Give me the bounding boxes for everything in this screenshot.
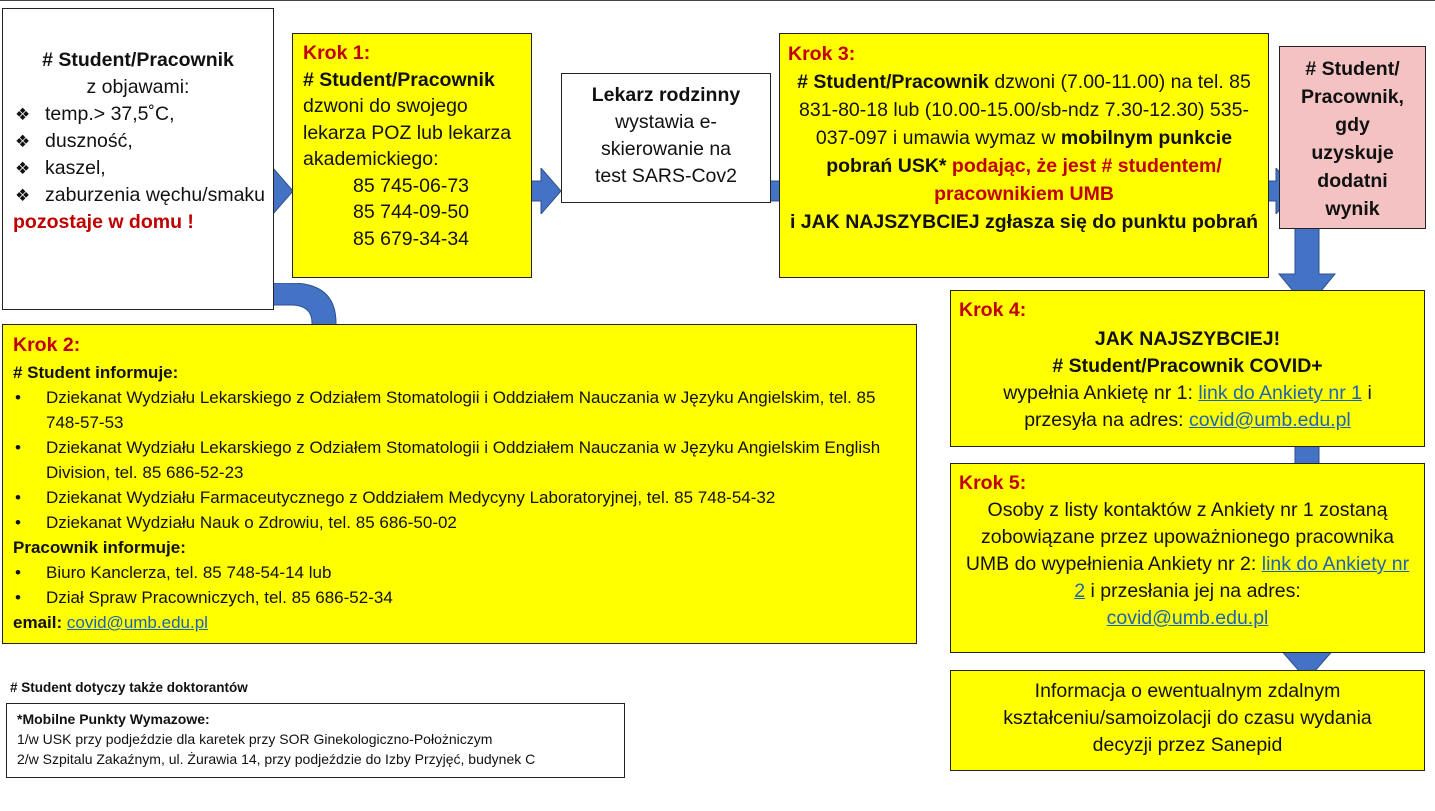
step5-after: i przesłania jej na adres: (1090, 580, 1301, 602)
step3-text (788, 68, 1260, 208)
step1-box (292, 33, 532, 278)
doctor-title: Lekarz rodzinny (591, 84, 741, 106)
survey1-link[interactable]: link do Ankiety nr 1 (1198, 382, 1363, 404)
step1-label: Krok 1: (303, 42, 371, 64)
mobile-points-box (6, 703, 625, 778)
diamond-bullet-icon: ❖ (15, 105, 31, 124)
step5-label: Krok 5: (959, 472, 1027, 494)
step4-send-row (959, 407, 1416, 434)
step3-end: i JAK NAJSZYBCIEJ zgłasza się do punktu pobrań (789, 211, 1259, 233)
diamond-bullet-icon: ❖ (15, 132, 31, 151)
mobile-point-item: 2/w Szpitalu Zakaźnym, ul. Żurawia 14, przy podjeździe do Izby Przyjęć, budynek C (17, 751, 536, 767)
step3-label: Krok 3: (788, 43, 856, 65)
step1-who: # Student/Pracownik (303, 68, 495, 91)
list-item: • Dziekanat Wydziału Lekarskiego z Odziałem Stomatologii i Oddziałem Nauczania w Języku Angielskim, tel. 85 748-57-53 (13, 385, 906, 435)
list-item: • Dział Spraw Pracowniczych, tel. 85 686-52-34 (13, 585, 906, 610)
doctor-text: wystawia e-skierowanie na test SARS-Cov2 (595, 111, 737, 187)
positive-result-text: # Student/ Pracownik, gdy uzyskuje dodatni wynik (1301, 58, 1404, 220)
step4-fill-text: wypełnia Ankietę nr 1: (1003, 382, 1193, 404)
symptoms-title: # Student/Pracownik (42, 49, 234, 71)
list-item: • Dziekanat Wydziału Farmaceutycznego z Oddziałem Medycyny Laboratoryjnej, tel. 85 748-54-32 (13, 485, 906, 510)
step4-fill-row (959, 380, 1416, 407)
student-contact-list (13, 385, 906, 535)
step4-and: i (1367, 382, 1372, 404)
step3-point: mobilnym punkcie pobrań USK* (826, 127, 1233, 177)
phone-number: 85 679-34-34 (353, 227, 470, 250)
mobile-point-item: 1/w USK przy podjeździe dla karetek przy SOR Ginekologiczno-Położniczym (17, 731, 493, 747)
step3-box (779, 33, 1269, 278)
top-border-line (0, 0, 1435, 1)
step3-instructions: dzwoni (7.00-11.00) na tel. 85 831-80-18 lub (10.00-15.00/sb-ndz 7.30-12.30) 535-037-097 i umawia wymaz w (799, 71, 1251, 149)
email-link[interactable]: covid@umb.edu.pl (66, 613, 208, 632)
step1-text: dzwoni do swojego lekarza POZ lub lekarza akademickiego: (303, 95, 512, 170)
symptoms-box (2, 8, 274, 310)
diamond-bullet-icon: ❖ (15, 159, 31, 178)
step2-email-row (13, 610, 906, 635)
step4-urgent: JAK NAJSZYBCIEJ! (1094, 328, 1281, 350)
step5-instructions: Osoby z listy kontaktów z Ankiety nr 1 zostaną zobowiązane przez upoważnionego pracownika UMB do wypełnienia Ankiety nr 2: (965, 499, 1394, 575)
step2-box (2, 324, 917, 644)
step4-label: Krok 4: (959, 299, 1027, 321)
step3-red-note: podając, że jest # studentem/ pracownikiem UMB (934, 155, 1222, 205)
info-text: Informacja o ewentualnym zdalnym kształceniu/samoizolacji do czasu wydania decyzji przez Sanepid (1003, 680, 1372, 756)
list-item: • Dziekanat Wydziału Lekarskiego z Odziałem Stomatologii i Oddziałem Nauczania w Języku Angielskim English Division, tel. 85 686-52-23 (13, 435, 906, 485)
phone-number: 85 744-09-50 (353, 201, 470, 223)
phone-number: 85 745-06-73 (353, 174, 470, 197)
list-item: • Dziekanat Wydziału Nauk o Zdrowiu, tel. 85 686-50-02 (13, 510, 906, 535)
step3-who: # Student/Pracownik (797, 71, 989, 93)
survey2-link[interactable]: link do Ankiety nr 2 (1074, 553, 1410, 602)
worker-informs-header: Pracownik informuje: (13, 538, 186, 557)
step4-who: # Student/Pracownik COVID+ (1052, 355, 1323, 377)
diamond-bullet-icon: ❖ (15, 186, 31, 205)
step4-box (950, 290, 1425, 447)
step4-send-text: przesyła na adres: (1024, 409, 1184, 431)
stay-home-text: pozostaje w domu ! (13, 211, 194, 233)
student-note: # Student dotyczy także doktorantów (10, 680, 248, 695)
symptom-item: ❖ duszność, (15, 128, 273, 155)
list-item: • Biuro Kanclerza, tel. 85 748-54-14 lub (13, 560, 906, 585)
positive-result-box (1279, 46, 1426, 229)
student-informs-header: # Student informuje: (13, 363, 179, 382)
symptom-item: ❖ kaszel, (15, 155, 273, 182)
worker-contact-list (13, 560, 906, 610)
info-box (950, 670, 1425, 771)
mobile-points-title: *Mobilne Punkty Wymazowe: (17, 711, 210, 727)
email-label: email: (13, 613, 63, 632)
step2-label: Krok 2: (13, 334, 81, 356)
symptom-item: ❖ zaburzenia węchu/smaku (15, 182, 273, 209)
step5-text (959, 497, 1416, 605)
symptoms-subtitle: z objawami: (86, 76, 190, 98)
email-link[interactable]: covid@umb.edu.pl (1106, 607, 1269, 629)
symptoms-list (3, 101, 273, 209)
email-link[interactable]: covid@umb.edu.pl (1188, 409, 1351, 431)
step5-box (950, 463, 1425, 653)
doctor-box (561, 73, 771, 203)
symptom-item: ❖ temp.> 37,5˚C, (15, 101, 273, 128)
